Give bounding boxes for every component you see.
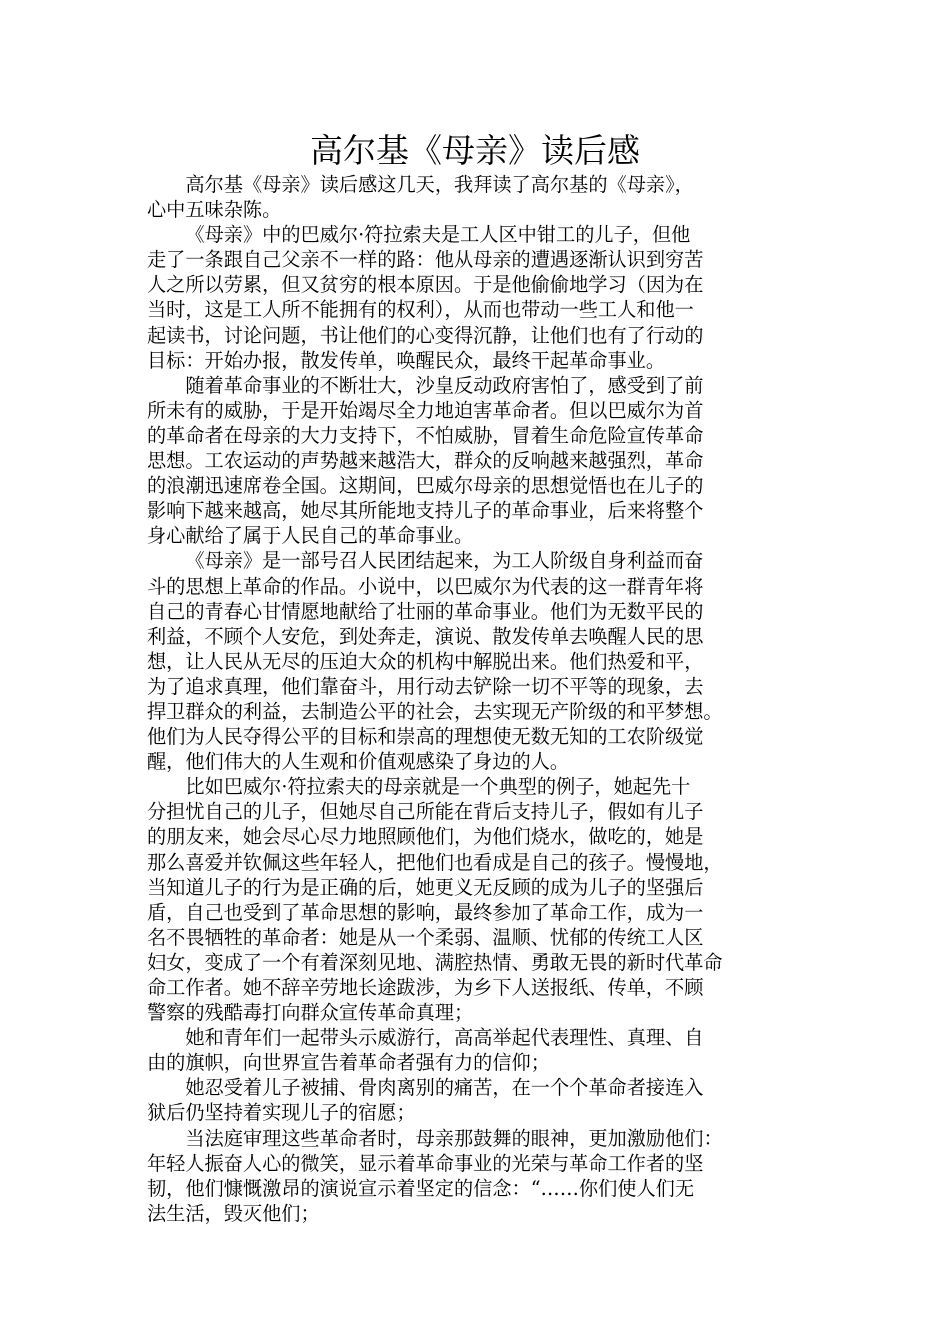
paragraph bbox=[147, 1075, 817, 1125]
paragraph-line: 的革命者在母亲的大力支持下，不怕威胁，冒着生命危险宣传革命 bbox=[147, 423, 704, 447]
paragraph-line: 他们为人民夺得公平的目标和崇高的理想使无数无知的工农阶级觉 bbox=[147, 725, 704, 749]
paragraph-line: 名不畏牺牲的革命者：她是从一个柔弱、温顺、忧郁的传统工人区 bbox=[147, 925, 704, 949]
paragraph-line: 由的旗帜，向世界宣告着革命者强有力的信仰； bbox=[147, 1051, 550, 1075]
paragraph-line: 当时，这是工人所不能拥有的权利），从而也带动一些工人和他一 bbox=[147, 298, 694, 322]
paragraph-line: 心中五味杂陈。 bbox=[147, 198, 282, 222]
paragraph bbox=[147, 1025, 817, 1075]
paragraph-line: 想，让人民从无尽的压迫大众的机构中解脱出来。他们热爱和平， bbox=[147, 649, 704, 673]
paragraph-line: 比如巴威尔·符拉索夫的母亲就是一个典型的例子，她起先十 bbox=[185, 775, 691, 799]
paragraph bbox=[147, 1126, 817, 1226]
paragraph-line: 走了一条跟自己父亲不一样的路：他从母亲的遭遇逐渐认识到穷苦 bbox=[147, 248, 704, 272]
paragraph-line: 妇女，变成了一个有着深刻见地、满腔热情、勇敢无畏的新时代革命 bbox=[147, 950, 723, 974]
paragraph-line: 法生活，毁灭他们； bbox=[147, 1201, 320, 1225]
document-title: 高尔基《母亲》读后感 bbox=[310, 131, 640, 170]
paragraph-line: 当法庭审理这些革命者时，母亲那鼓舞的眼神，更加激励他们： bbox=[185, 1126, 723, 1150]
paragraph-line: 所未有的威胁，于是开始竭尽全力地迫害革命者。但以巴威尔为首 bbox=[147, 398, 704, 422]
paragraph-line: 警察的残酷毒打向群众宣传革命真理； bbox=[147, 1001, 474, 1025]
paragraph-line: 盾，自己也受到了革命思想的影响，最终参加了革命工作，成为一 bbox=[147, 900, 704, 924]
paragraph-line: 影响下越来越高，她尽其所能地支持儿子的革命事业，后来将整个 bbox=[147, 499, 704, 523]
paragraph-line: 斗的思想上革命的作品。小说中，以巴威尔为代表的这一群青年将 bbox=[147, 574, 704, 598]
paragraph-line: 年轻人振奋人心的微笑，显示着革命事业的光荣与革命工作者的坚 bbox=[147, 1151, 704, 1175]
paragraph bbox=[147, 172, 817, 222]
paragraph-line: 高尔基《母亲》读后感这几天，我拜读了高尔基的《母亲》， bbox=[185, 173, 694, 196]
paragraph-line: 当知道儿子的行为是正确的后，她更义无反顾的成为儿子的坚强后 bbox=[147, 875, 704, 899]
paragraph-line: 韧，他们慷慨激昂的演说宣示着坚定的信念：“……你们使人们无 bbox=[147, 1176, 695, 1200]
paragraph-line: 随着革命事业的不断壮大，沙皇反动政府害怕了，感受到了前 bbox=[185, 373, 704, 397]
paragraph-line: 起读书，讨论问题，书让他们的心变得沉静，让他们也有了行动的 bbox=[147, 323, 704, 347]
paragraph-line: 狱后仍坚持着实现儿子的宿愿； bbox=[147, 1101, 416, 1125]
paragraph-line: 醒，他们伟大的人生观和价值观感染了身边的人。 bbox=[147, 750, 570, 774]
paragraph bbox=[147, 222, 817, 373]
paragraph-line: 的浪潮迅速席卷全国。这期间，巴威尔母亲的思想觉悟也在儿子的 bbox=[147, 474, 704, 498]
paragraph-line: 那么喜爱并钦佩这些年轻人，把他们也看成是自己的孩子。慢慢地， bbox=[147, 850, 723, 874]
paragraph bbox=[147, 774, 817, 1025]
paragraph-line: 《母亲》是一部号召人民团结起来，为工人阶级自身利益而奋 bbox=[185, 549, 704, 573]
paragraph-line: 思想。工农运动的声势越来越浩大，群众的反响越来越强烈，革命 bbox=[147, 449, 704, 473]
paragraph bbox=[147, 548, 817, 774]
document-body bbox=[147, 172, 817, 1226]
paragraph-line: 为了追求真理，他们靠奋斗，用行动去铲除一切不平等的现象，去 bbox=[147, 674, 704, 698]
paragraph-line: 分担忧自己的儿子，但她尽自己所能在背后支持儿子，假如有儿子 bbox=[147, 800, 704, 824]
paragraph bbox=[147, 373, 817, 549]
paragraph-line: 的朋友来，她会尽心尽力地照顾他们，为他们烧水，做吃的，她是 bbox=[147, 825, 704, 849]
paragraph-line: 身心献给了属于人民自己的革命事业。 bbox=[147, 524, 474, 548]
paragraph-line: 自己的青春心甘情愿地献给了壮丽的革命事业。他们为无数平民的 bbox=[147, 599, 704, 623]
paragraph-line: 目标：开始办报，散发传单，唤醒民众，最终干起革命事业。 bbox=[147, 348, 666, 372]
paragraph-line: 她忍受着儿子被捕、骨肉离别的痛苦，在一个个革命者接连入 bbox=[185, 1076, 704, 1100]
paragraph-line: 命工作者。她不辞辛劳地长途跋涉，为乡下人送报纸、传单，不顾 bbox=[147, 976, 704, 999]
paragraph-line: 她和青年们一起带头示威游行，高高举起代表理性、真理、自 bbox=[185, 1026, 704, 1050]
paragraph-line: 《母亲》中的巴威尔·符拉索夫是工人区中钳工的儿子，但他 bbox=[185, 223, 691, 247]
paragraph-line: 捍卫群众的利益，去制造公平的社会，去实现无产阶级的和平梦想。 bbox=[147, 699, 723, 723]
paragraph-line: 人之所以劳累，但又贫穷的根本原因。于是他偷偷地学习（因为在 bbox=[147, 273, 704, 297]
paragraph-line: 利益，不顾个人安危，到处奔走，演说、散发传单去唤醒人民的思 bbox=[147, 624, 704, 648]
